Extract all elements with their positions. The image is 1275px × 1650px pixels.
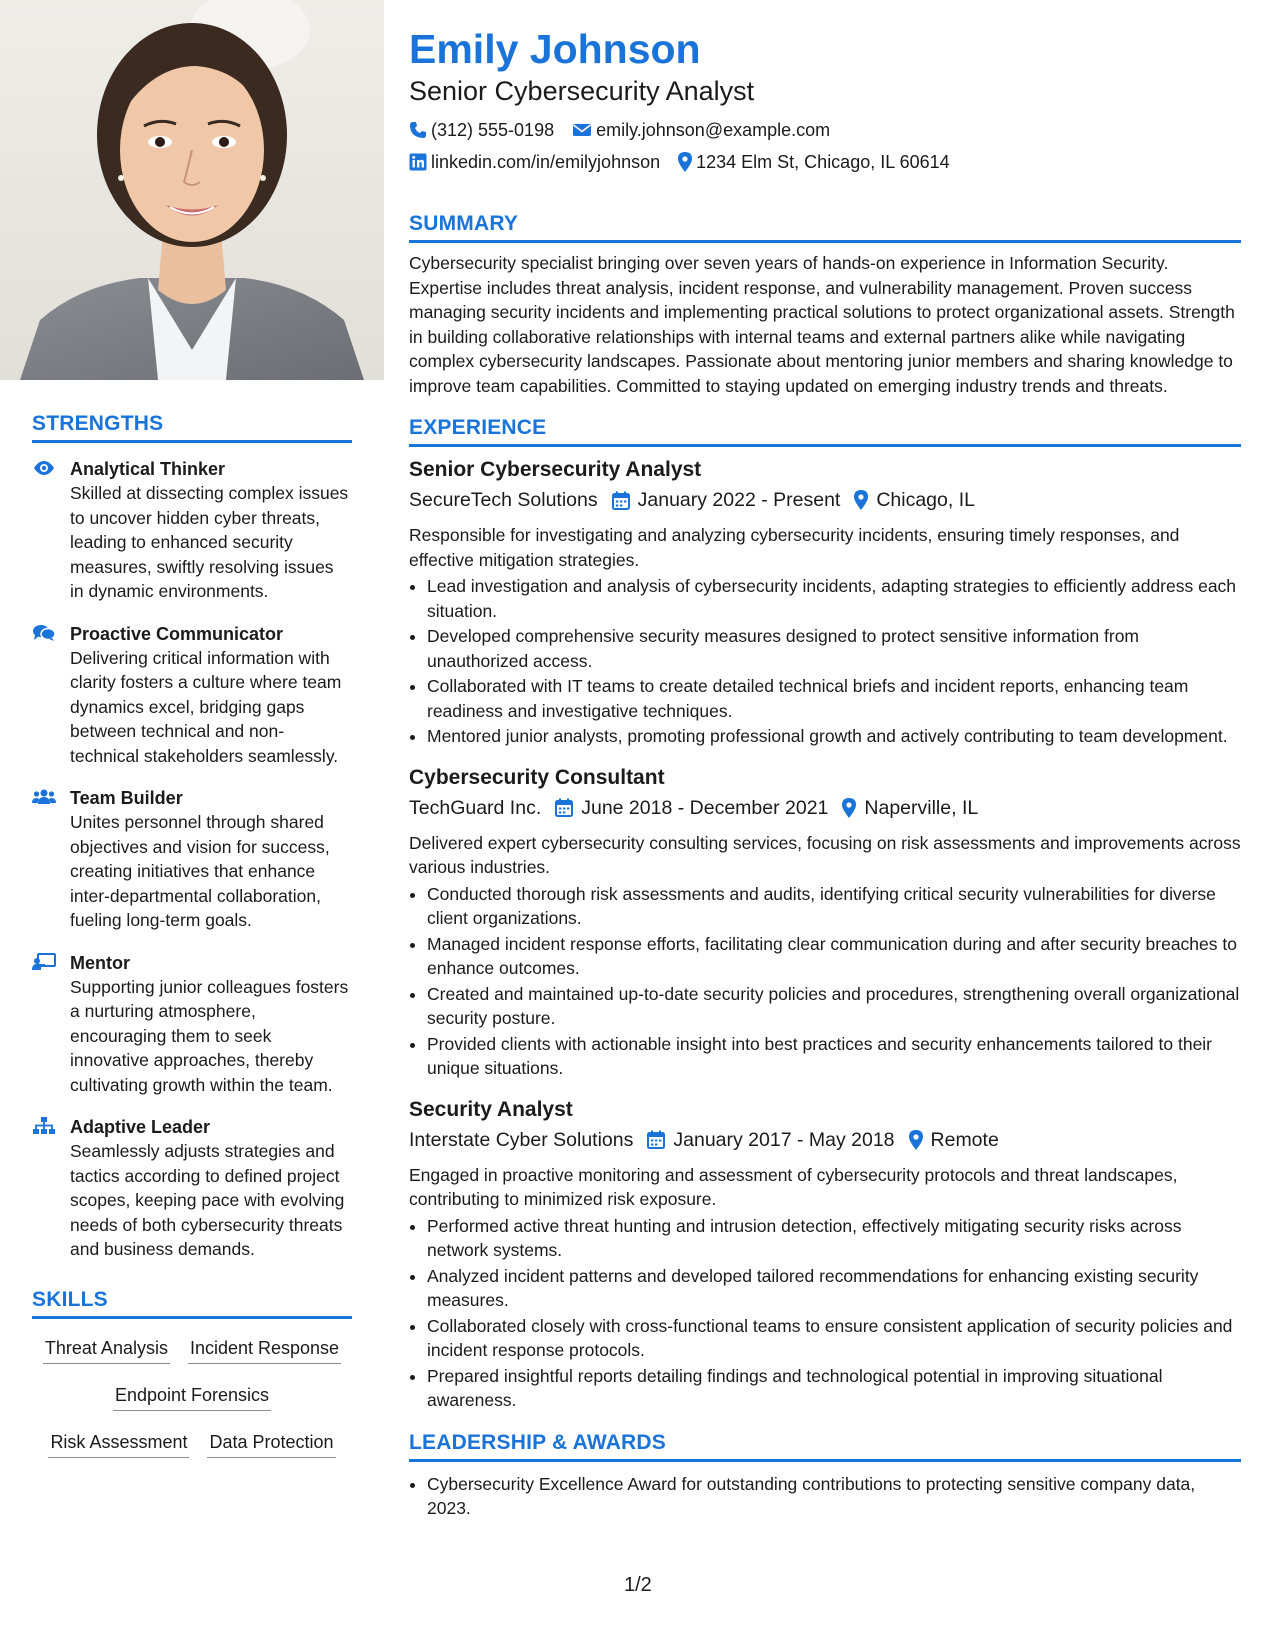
list-item: • Analyzed incident patterns and developed tailored recommendations for enhancing existing security measures. [427, 1264, 1241, 1313]
job-entry [409, 1095, 1241, 1413]
strength-desc: Supporting junior colleagues fosters a nurturing atmosphere, encouraging them to seek innovative approaches, thereby cultivating growth within the team. [70, 976, 349, 1095]
strength-item [32, 457, 352, 604]
linkedin-contact[interactable] [409, 146, 660, 178]
skills-section [32, 1288, 352, 1458]
phone-text: (312) 555-0198 [431, 120, 555, 140]
email-text: emily.johnson@example.com [596, 120, 831, 140]
email-contact[interactable] [572, 114, 830, 146]
list-item: • Developed comprehensive security measures designed to protect sensitive information from unauthorized access. [427, 624, 1241, 673]
skill-row [32, 1335, 352, 1364]
chalkboard-teacher-icon [32, 952, 56, 972]
job-company: SecureTech Solutions [409, 489, 598, 511]
map-marker-icon [842, 798, 856, 818]
skill-tag: Endpoint Forensics [113, 1382, 271, 1411]
job-meta [409, 1125, 1241, 1155]
strength-title: Team Builder [70, 788, 183, 808]
strength-title: Proactive Communicator [70, 623, 284, 644]
linkedin-icon [409, 153, 427, 171]
skill-tag: Risk Assessment [48, 1429, 189, 1458]
skill-tag: Incident Response [188, 1335, 341, 1364]
calendar-icon [555, 798, 573, 817]
eye-icon [32, 458, 56, 478]
job-meta [409, 793, 1241, 823]
skill-row [32, 1382, 352, 1411]
strength-desc: Seamlessly adjusts strategies and tactics according to defined project scopes, keeping pace with evolving needs of both cybersecurity threats and business demands. [70, 1141, 345, 1259]
strength-item [32, 786, 352, 933]
strengths-heading: STRENGTHS [32, 412, 352, 443]
list-item: • Cybersecurity Excellence Award for outstanding contributions to protecting sensitive company data, 2023. [427, 1472, 1241, 1521]
map-marker-icon [678, 152, 692, 172]
phone-icon [409, 121, 427, 139]
summary-text: Cybersecurity specialist bringing over seven years of hands-on experience in Information Security. Expertise includes threat analysis, incident response, and vulnerability management. Proven success managing security incidents and implementing practical solutions to protect organizational assets. Strength in building collaborative relationships with internal teams and external partners alike while navigating complex cybersecurity landscapes. Passionate about mentoring junior members and sharing knowledge to improve team capabilities. Committed to staying updated on emerging industry trends and threats. [409, 253, 1235, 396]
list-item: • Collaborated closely with cross-functional teams to ensure consistent application of security policies and incident response protocols. [427, 1314, 1241, 1363]
job-meta [409, 485, 1241, 515]
skill-row [32, 1429, 352, 1458]
contact-row [409, 146, 1241, 178]
contact-row [409, 114, 1241, 146]
envelope-icon [572, 122, 592, 138]
job-dates: June 2018 - December 2021 [581, 796, 829, 819]
strength-title: Analytical Thinker [70, 459, 226, 479]
phone-contact[interactable] [409, 114, 554, 146]
map-marker-icon [854, 490, 868, 510]
calendar-icon [612, 491, 630, 510]
list-item: • Provided clients with actionable insight into best practices and security enhancements tailored to their unique situations. [427, 1032, 1241, 1081]
experience-section [409, 416, 1241, 1413]
job-entry [409, 763, 1241, 1081]
skill-tag: Data Protection [207, 1429, 335, 1458]
job-title: Security Analyst [409, 1097, 573, 1121]
job-description: Delivered expert cybersecurity consulting services, focusing on risk assessments and improvements across various industries. [409, 832, 1241, 877]
profile-photo [0, 0, 384, 380]
users-icon [32, 787, 56, 807]
job-title: Cybersecurity Consultant [409, 765, 665, 789]
awards-list [409, 1472, 1241, 1521]
main-content [409, 24, 1241, 1522]
awards-heading: LEADERSHIP & AWARDS [409, 1431, 1241, 1462]
strength-item [32, 951, 352, 1098]
strength-title: Adaptive Leader [70, 1117, 211, 1137]
list-item: • Managed incident response efforts, facilitating clear communication during and after security breaches to enhance outcomes. [427, 932, 1241, 981]
job-dates: January 2022 - Present [637, 489, 841, 511]
awards-section [409, 1431, 1241, 1521]
list-item: • Collaborated with IT teams to create detailed technical briefs and incident reports, enhancing team readiness and investigative techniques. [427, 674, 1241, 723]
sidebar [0, 0, 384, 1650]
job-description: Engaged in proactive monitoring and assessment of cybersecurity protocols and threat landscapes, contributing to minimized risk exposure. [409, 1164, 1178, 1209]
list-item: • Lead investigation and analysis of cybersecurity incidents, adapting strategies to efficiently address each situation. [427, 574, 1241, 623]
job-description: Responsible for investigating and analyzing cybersecurity incidents, ensuring timely responses, and effective mitigation strategies. [409, 525, 1180, 570]
skills-heading: SKILLS [32, 1288, 352, 1319]
job-company: Interstate Cyber Solutions [409, 1128, 634, 1151]
strength-desc: Unites personnel through shared objectives and vision for success, creating initiatives that enhance inter-departmental collaboration, fueling long-term goals. [70, 812, 330, 930]
page-number: 1/2 [624, 1574, 652, 1596]
strength-item [32, 622, 352, 769]
job-dates: January 2017 - May 2018 [673, 1128, 895, 1151]
job-location: Naperville, IL [864, 796, 979, 819]
list-item: • Created and maintained up-to-date security policies and procedures, strengthening overall organizational security posture. [427, 982, 1241, 1031]
strength-title: Mentor [70, 952, 130, 973]
address-text: 1234 Elm St, Chicago, IL 60614 [696, 152, 950, 172]
address-contact [678, 146, 950, 178]
map-marker-icon [909, 1130, 923, 1150]
linkedin-text: linkedin.com/in/emilyjohnson [431, 152, 661, 172]
list-item: • Mentored junior analysts, promoting professional growth and actively contributing to team development. [427, 724, 1241, 749]
summary-section [409, 212, 1241, 398]
job-title: Senior Cybersecurity Analyst [409, 458, 702, 481]
experience-heading: EXPERIENCE [409, 416, 1241, 447]
candidate-name: Emily Johnson [409, 26, 701, 72]
sidebar-content [32, 412, 352, 1458]
list-item: • Prepared insightful reports detailing findings and technological potential in improving situational awareness. [427, 1364, 1241, 1413]
comments-icon [32, 623, 56, 643]
list-item: • Performed active threat hunting and intrusion detection, effectively mitigating security risks across network systems. [427, 1214, 1241, 1263]
job-company: TechGuard Inc. [409, 796, 542, 819]
job-bullets [409, 882, 1241, 1081]
sitemap-icon [32, 1116, 56, 1136]
strength-desc: Delivering critical information with clarity fosters a culture where team dynamics excel, bridging gaps between technical and non-technical stakeholders seamlessly. [70, 647, 342, 766]
strength-item [32, 1115, 352, 1262]
list-item: • Conducted thorough risk assessments and audits, identifying critical security vulnerabilities for diverse client organizations. [427, 882, 1241, 931]
job-entry [409, 455, 1241, 749]
job-location: Chicago, IL [876, 489, 975, 511]
candidate-title: Senior Cybersecurity Analyst [409, 76, 755, 106]
calendar-icon [647, 1130, 665, 1149]
job-bullets [409, 1214, 1241, 1413]
skill-tag: Threat Analysis [43, 1335, 170, 1364]
strength-desc: Skilled at dissecting complex issues to uncover hidden cyber threats, leading to enhanced security measures, swiftly resolving issues in dynamic environments. [70, 483, 349, 601]
job-bullets [409, 574, 1241, 749]
job-location: Remote [930, 1128, 999, 1151]
summary-heading: SUMMARY [409, 212, 1241, 243]
